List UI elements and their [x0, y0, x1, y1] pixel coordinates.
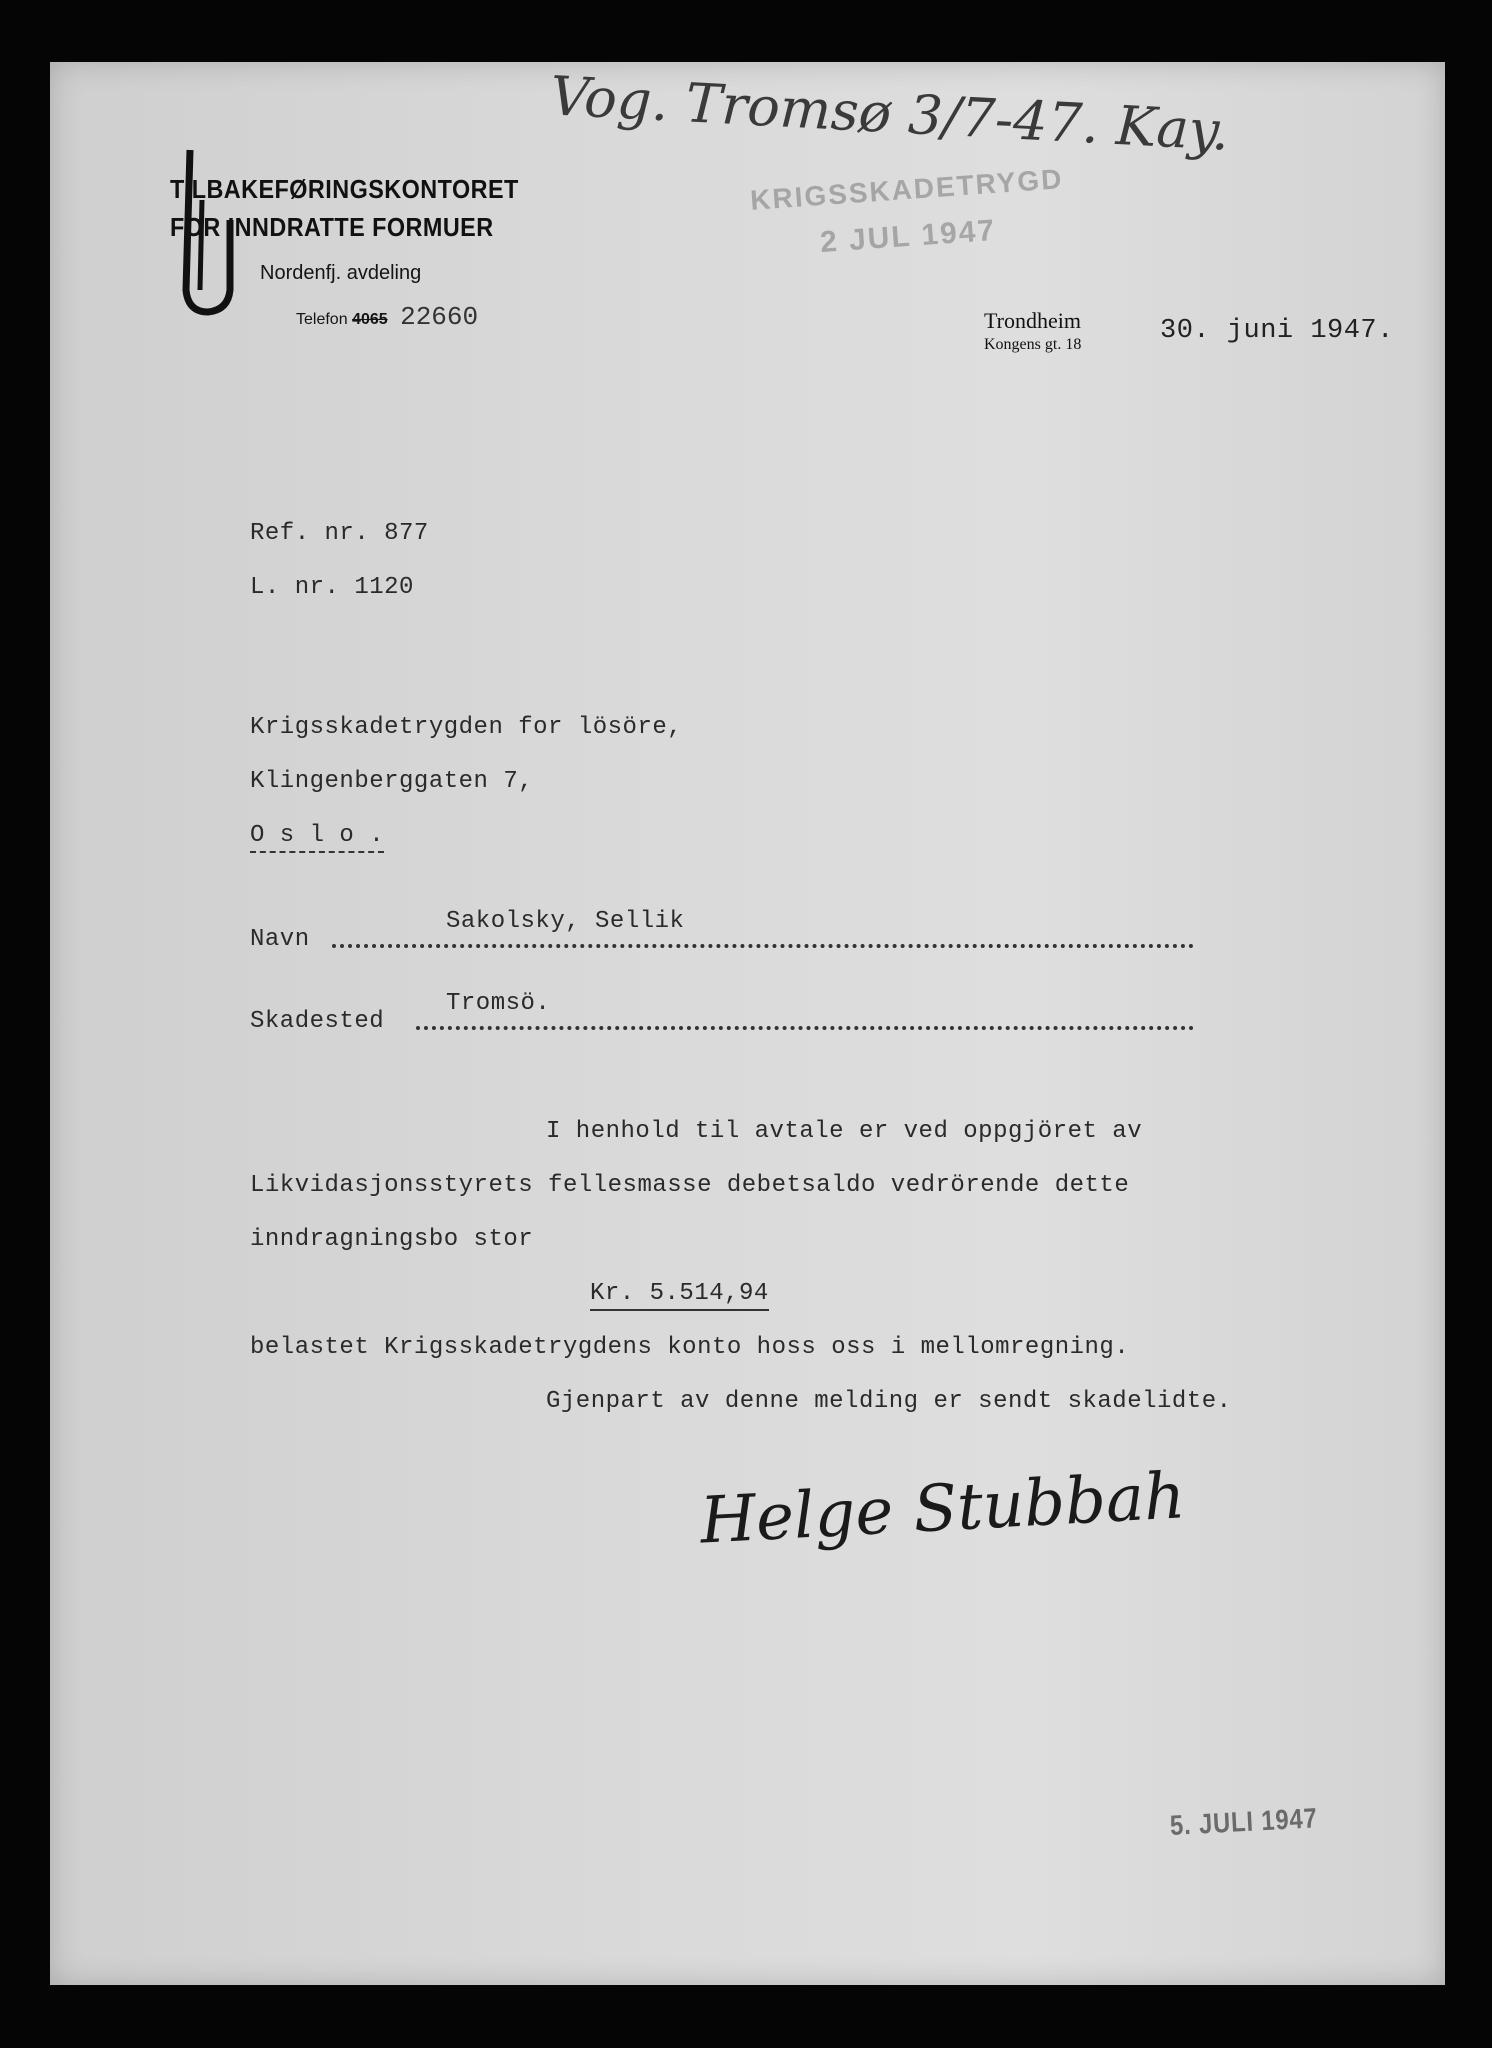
received-stamp-top-line2: 2 JUL 1947 [819, 213, 998, 260]
telefon-number: 22660 [400, 302, 479, 332]
signature: Helge Stubbah [698, 1459, 1188, 1559]
body-line5: Gjenpart av denne melding er sendt skadelidte. [546, 1388, 1232, 1415]
telefon-label: Telefon [296, 311, 348, 328]
letterhead-line1: TILBAKEFØRINGSKONTORET [170, 174, 519, 204]
telefon-old-number: 4065 [352, 311, 388, 328]
skadested-label: Skadested [250, 1008, 385, 1035]
document-page [50, 62, 1445, 1985]
handwritten-note: Vog. Tromsø 3/7-47. Kay. [548, 64, 1231, 163]
body-line2: Likvidasjonsstyrets fellesmasse debetsaldo vedrörende dette [250, 1172, 1130, 1199]
sender-city: Trondheim [984, 308, 1081, 333]
received-stamp-bottom: 5. JULI 1947 [1169, 1802, 1319, 1841]
letterhead-line2: FOR INNDRATTE FORMUER [170, 212, 494, 242]
sender-address: Kongens gt. 18 [984, 336, 1082, 353]
received-stamp-top-line1: KRIGSSKADETRYGD [749, 163, 1065, 216]
body-line4: belastet Krigsskadetrygdens konto hoss oss i mellomregning. [250, 1334, 1130, 1361]
letterhead-monogram-icon [172, 140, 242, 320]
body-line1: I henhold til avtale er ved oppgjöret av [546, 1118, 1143, 1145]
recipient-city: O s l o . [250, 822, 384, 853]
skadested-dotted-line [416, 1026, 1194, 1030]
skadested-value: Tromsö. [446, 990, 551, 1017]
letter-date: 30. juni 1947. [1160, 316, 1394, 346]
reference-number: Ref. nr. 877 [250, 520, 429, 547]
amount: Kr. 5.514,94 [590, 1280, 769, 1311]
letterhead-telefon [296, 302, 478, 332]
body-line3: inndragningsbo stor [250, 1226, 534, 1253]
letterhead-division: Nordenfj. avdeling [260, 262, 422, 284]
recipient-line2: Klingenberggaten 7, [250, 768, 534, 795]
navn-label: Navn [250, 926, 310, 953]
navn-dotted-line [332, 944, 1194, 948]
letter-number: L. nr. 1120 [250, 574, 414, 601]
navn-value: Sakolsky, Sellik [446, 908, 685, 935]
recipient-line1: Krigsskadetrygden for lösöre, [250, 714, 683, 741]
